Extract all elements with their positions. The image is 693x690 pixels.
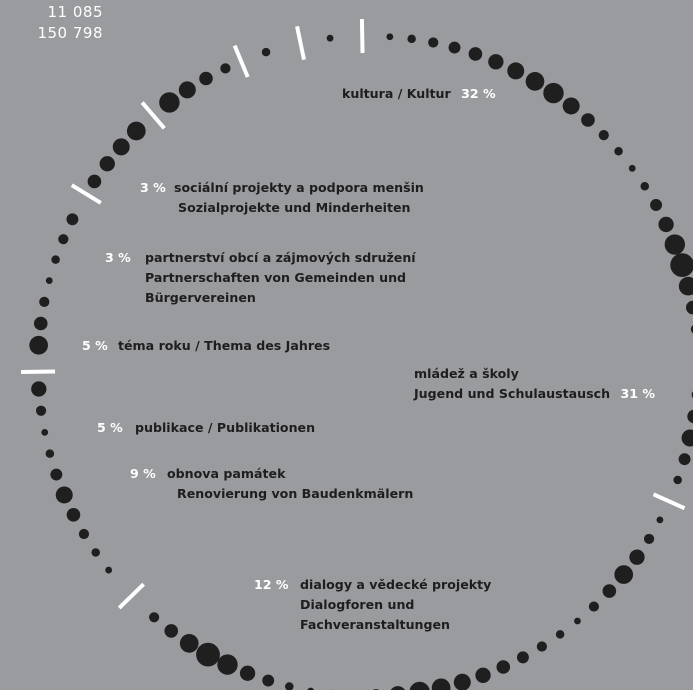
ring-dot xyxy=(488,54,503,69)
ring-dot xyxy=(563,97,580,114)
slice-separator-2 xyxy=(119,584,143,608)
slice-label-dialogy xyxy=(254,575,491,635)
ring-dot xyxy=(34,317,48,331)
ring-dot xyxy=(159,92,179,112)
slice-percent: 5 % xyxy=(82,338,108,353)
ring-dot xyxy=(36,406,46,416)
ring-dot xyxy=(220,63,230,73)
ring-dot xyxy=(603,584,617,598)
slice-label-text: kultura / Kultur xyxy=(342,86,451,101)
ring-dot xyxy=(389,686,406,690)
ring-dot xyxy=(180,634,199,653)
slice-label-text: partnerství obcí a zájmových sdružení xyxy=(145,250,416,265)
ring-dot xyxy=(517,651,529,663)
ring-dot xyxy=(105,567,112,574)
ring-dot xyxy=(58,234,68,244)
ring-dot xyxy=(428,37,438,47)
ring-dot xyxy=(127,122,146,141)
ring-dot xyxy=(179,81,196,98)
ring-dot xyxy=(262,675,274,687)
ring-dot xyxy=(574,618,581,625)
ring-dot xyxy=(589,601,599,611)
ring-dot xyxy=(658,217,673,232)
ring-dot xyxy=(686,301,693,315)
ring-dot xyxy=(650,199,662,211)
ring-dot xyxy=(46,449,55,458)
ring-dot xyxy=(679,277,693,296)
slice-separator-3 xyxy=(21,371,55,372)
ring-dot xyxy=(51,255,60,264)
slice-separator-0 xyxy=(362,19,363,53)
ring-dot xyxy=(581,113,595,127)
ring-dot xyxy=(599,130,609,140)
ring-dot xyxy=(614,565,633,584)
ring-dot xyxy=(409,682,429,690)
ring-dot xyxy=(386,33,393,40)
ring-dot xyxy=(507,62,524,79)
slice-label-kultura xyxy=(342,84,496,104)
ring-dot xyxy=(199,72,213,86)
slice-separator-7 xyxy=(297,26,304,59)
ring-dot xyxy=(543,83,563,103)
corner-figure-2: 150 798 xyxy=(37,24,103,42)
slice-label-text: Bürgervereinen xyxy=(145,290,256,305)
ring-dot xyxy=(687,410,693,424)
ring-dot xyxy=(91,548,100,557)
ring-dot xyxy=(556,630,565,639)
slice-percent: 3 % xyxy=(105,250,131,265)
slice-percent: 32 % xyxy=(461,86,496,101)
ring-dot xyxy=(537,641,547,651)
slice-label-text: publikace / Publikationen xyxy=(135,420,316,435)
ring-dot xyxy=(665,234,685,254)
ring-dot xyxy=(670,253,693,277)
slice-percent: 5 % xyxy=(97,420,123,435)
slice-label-text: sociální projekty a podpora menšin xyxy=(174,180,424,195)
ring-dot xyxy=(46,277,53,284)
ring-dot xyxy=(526,72,545,91)
ring-dot xyxy=(644,534,654,544)
ring-dot xyxy=(196,643,220,667)
slice-label-text: Fachveranstaltungen xyxy=(300,617,451,632)
slice-percent: 9 % xyxy=(130,466,156,481)
ring-dot xyxy=(240,666,255,681)
slice-percent: 12 % xyxy=(254,577,289,592)
ring-dot xyxy=(629,165,636,172)
ring-dot xyxy=(454,674,471,690)
slice-label-text: Jugend und Schulaustausch xyxy=(414,386,611,401)
ring-dot xyxy=(113,138,130,155)
corner-figures xyxy=(8,2,103,44)
slice-label-partnerstvi-obci xyxy=(105,248,416,308)
ring-dot xyxy=(496,660,510,674)
slice-percent: 31 % xyxy=(620,386,655,401)
ring-dot xyxy=(149,612,159,622)
ring-dot xyxy=(79,529,89,539)
slice-label-text: téma roku / Thema des Jahres xyxy=(118,338,331,353)
ring-dot xyxy=(614,147,623,156)
slice-label-text: dialogy a vědecké projekty xyxy=(300,577,492,592)
ring-dot xyxy=(29,336,48,355)
slice-label-obnova-pamatek xyxy=(130,464,413,504)
ring-dot xyxy=(679,453,691,465)
ring-dot xyxy=(31,381,46,396)
ring-dot xyxy=(475,668,490,683)
ring-dot xyxy=(682,429,693,446)
slice-label-text: obnova památek xyxy=(167,466,286,481)
ring-dot xyxy=(41,429,48,436)
slice-separator-6 xyxy=(235,46,248,77)
slice-label-mladez-a-skoly xyxy=(414,364,655,404)
slice-label-tema-roku xyxy=(82,336,330,356)
ring-dot xyxy=(407,35,416,44)
ring-dot xyxy=(66,213,78,225)
ring-dot xyxy=(50,469,62,481)
ring-dot xyxy=(88,175,102,189)
ring-dot xyxy=(164,624,178,638)
slice-label-text: Renovierung von Baudenkmälern xyxy=(177,486,414,501)
ring-dot xyxy=(673,476,682,485)
ring-dot xyxy=(629,550,644,565)
ring-dot xyxy=(100,156,115,171)
ring-dot xyxy=(67,508,81,522)
ring-dot xyxy=(657,517,664,524)
ring-dot xyxy=(469,47,483,61)
ring-dot xyxy=(56,486,73,503)
ring-dot xyxy=(39,297,49,307)
ring-dot xyxy=(432,678,451,690)
ring-dot xyxy=(262,48,271,57)
slice-separator-1 xyxy=(653,494,684,508)
slice-label-text: Partnerschaften von Gemeinden und xyxy=(145,270,407,285)
ring-dot xyxy=(449,42,461,54)
slice-label-text: Dialogforen und xyxy=(300,597,415,612)
corner-figure-1: 11 085 xyxy=(47,3,103,21)
ring-dot xyxy=(285,682,294,690)
ring-dot xyxy=(641,182,650,191)
slice-label-text: Sozialprojekte und Minderheiten xyxy=(178,200,411,215)
ring-dot xyxy=(217,654,237,674)
slice-label-text: mládež a školy xyxy=(414,366,519,381)
slice-percent: 3 % xyxy=(140,180,166,195)
slice-label-socialni-projekty xyxy=(140,178,424,218)
ring-dot xyxy=(327,35,334,42)
slice-label-publikace xyxy=(97,418,315,438)
